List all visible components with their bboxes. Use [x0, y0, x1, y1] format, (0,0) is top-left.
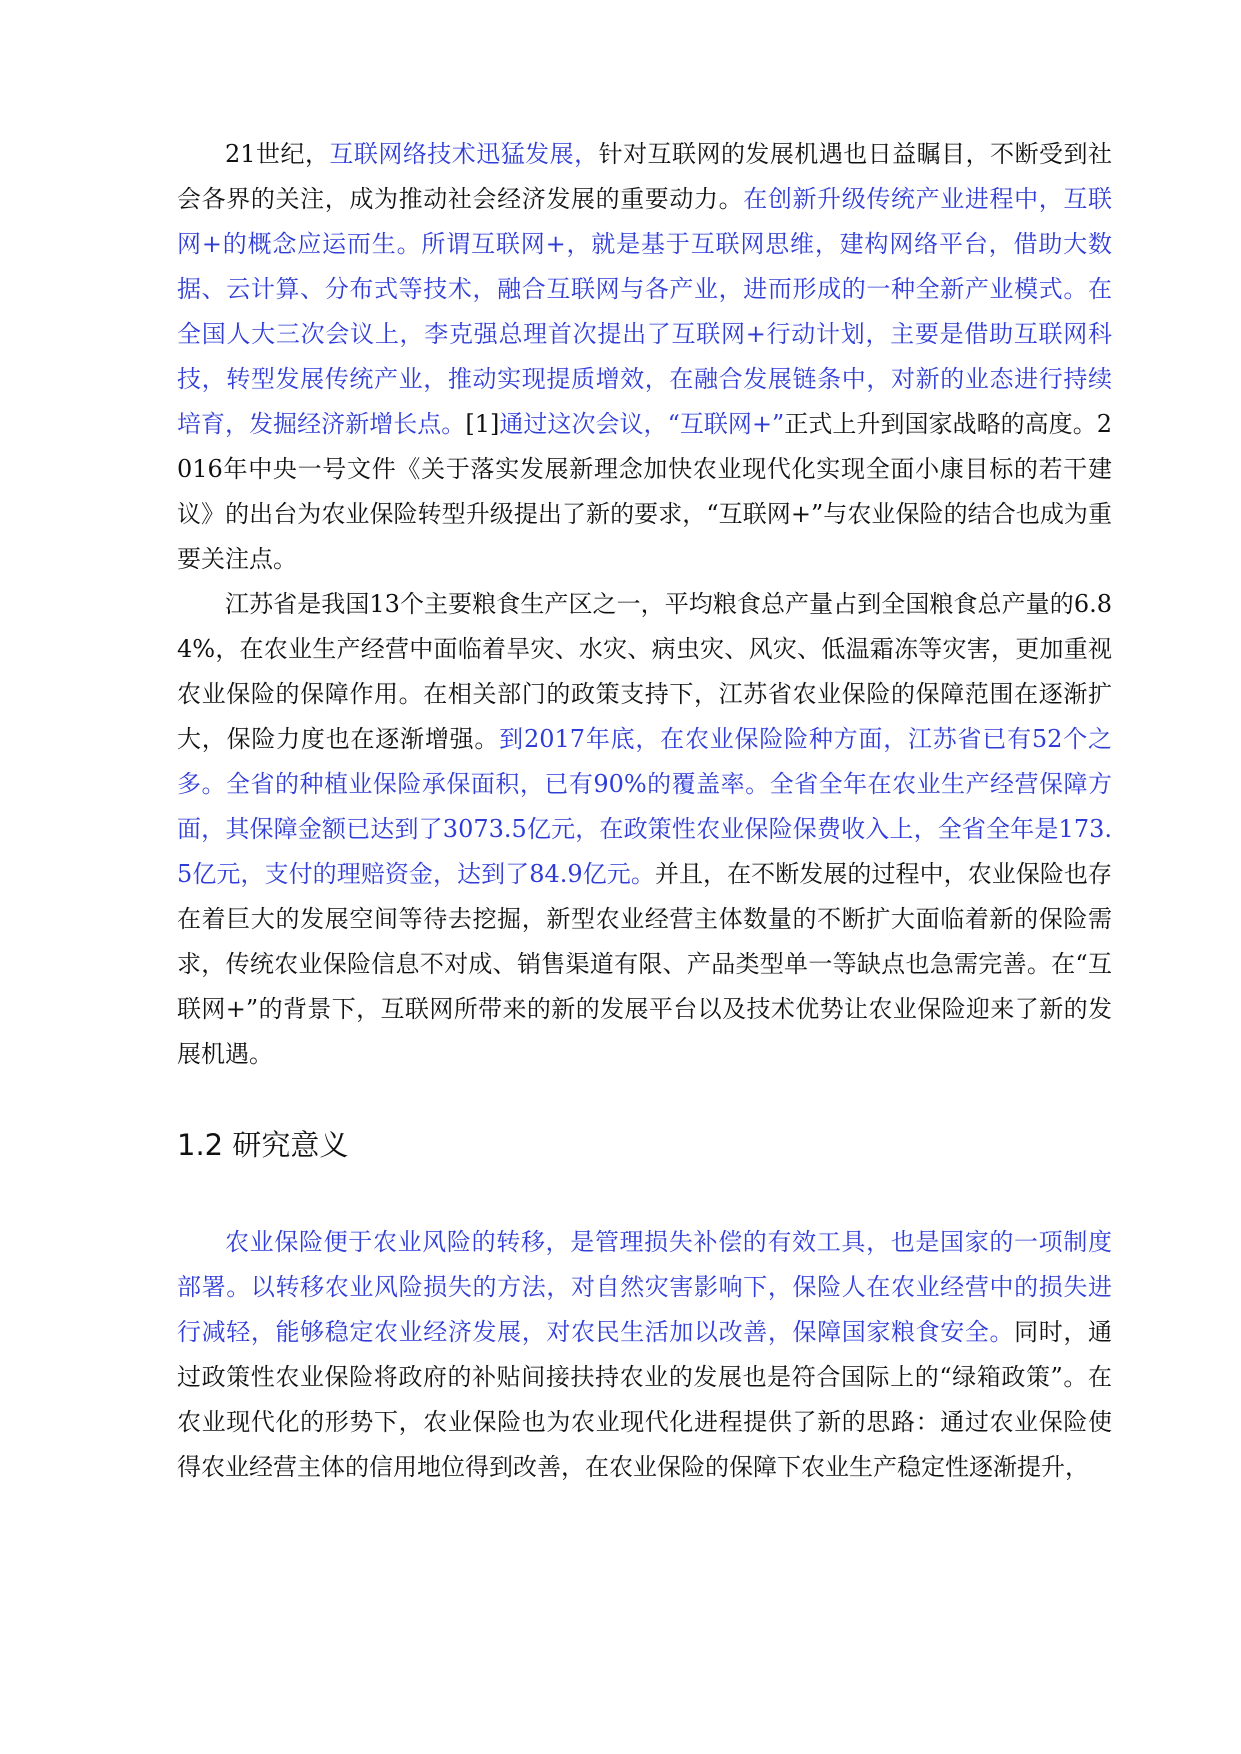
highlighted-text-segment: 在创新升级传统产业进程中，互联网+的概念应运而生。所谓互联网+，就是基于互联网思维，建构网络平台，借助大数据、云计算、分布式等技术，融合互联网与各产业，进而形成的一种全新产业模式。在全国人大三次会议上，李克强总理首次提出了互联网+行动计划，主要是借助互联网科技，转型发展传统产业，推动实现提质增效，在融合发展链条中，对新的业态进行持续培育，发掘经济新增长点。 — [177, 185, 1112, 438]
highlighted-text-segment: 通过这次会议，“互联网+” — [499, 410, 785, 438]
text-segment: 正式上升到国家战略的高度。2016年中央一号文件《关于落实发展新理念加快农业现代化实现全面小康目标的若干建议》的出台为农业保险转型升级提出了新的要求，“互联网+”与农业保险的结合也成为重要关注点。 — [177, 410, 1112, 573]
highlighted-text-segment: 到2017年底，在农业保险险种方面，江苏省已有52个之多。全省的种植业保险承保面积，已有90%的覆盖率。全省全年在农业生产经营保障方面，其保障金额已达到了3073.5亿元，在政策性农业保险保费收入上，全省全年是173.5亿元，支付的理赔资金，达到了84.9亿元。 — [177, 725, 1112, 888]
highlighted-text-segment: 互联网络技术迅猛发展， — [329, 140, 599, 168]
section-heading: 1.2 研究意义 — [177, 1128, 349, 1162]
section-heading-wrapper — [177, 1125, 1112, 1165]
text-segment: 并且，在不断发展的过程中，农业保险也存在着巨大的发展空间等待去挖掘，新型农业经营主体数量的不断扩大面临着新的保险需求，传统农业保险信息不对成、销售渠道有限、产品类型单一等缺点也急需完善。在“互联网+”的背景下，互联网所带来的新的发展平台以及技术优势让农业保险迎来了新的发展机遇。 — [177, 860, 1112, 1068]
text-segment: 针对互联网的发展机遇也日益瞩目，不断受到社会各界的关注，成为推动社会经济发展的重要动力。 — [177, 140, 1112, 213]
paragraph-research-significance — [177, 1220, 1112, 1490]
text-segment: 江苏省是我国13个主要粮食生产区之一，平均粮食总产量占到全国粮食总产量的6.84%，在农业生产经营中面临着旱灾、水灾、病虫灾、风灾、低温霜冻等灾害，更加重视农业保险的保障作用。在相关部门的政策支持下，江苏省农业保险的保障范围在逐渐扩大，保险力度也在逐渐增强。 — [177, 590, 1112, 753]
paragraph-internet-plus-background — [177, 132, 1112, 582]
document-body — [177, 132, 1112, 1490]
highlighted-text-segment: 农业保险便于农业风险的转移，是管理损失补偿的有效工具，也是国家的一项制度部署。以转移农业风险损失的方法，对自然灾害影响下，保险人在农业经营中的损失进行减轻，能够稳定农业经济发展，对农民生活加以改善，保障国家粮食安全。 — [177, 1228, 1112, 1346]
paragraph-jiangsu-agriculture — [177, 582, 1112, 1077]
text-segment: 同时，通过政策性农业保险将政府的补贴间接扶持农业的发展也是符合国际上的“绿箱政策”。在农业现代化的形势下，农业保险也为农业现代化进程提供了新的思路：通过农业保险使得农业经营主体的信用地位得到改善，在农业保险的保障下农业生产稳定性逐渐提升， — [177, 1318, 1113, 1481]
text-segment: 21世纪， — [225, 140, 330, 168]
citation-marker: [1] — [465, 410, 500, 438]
